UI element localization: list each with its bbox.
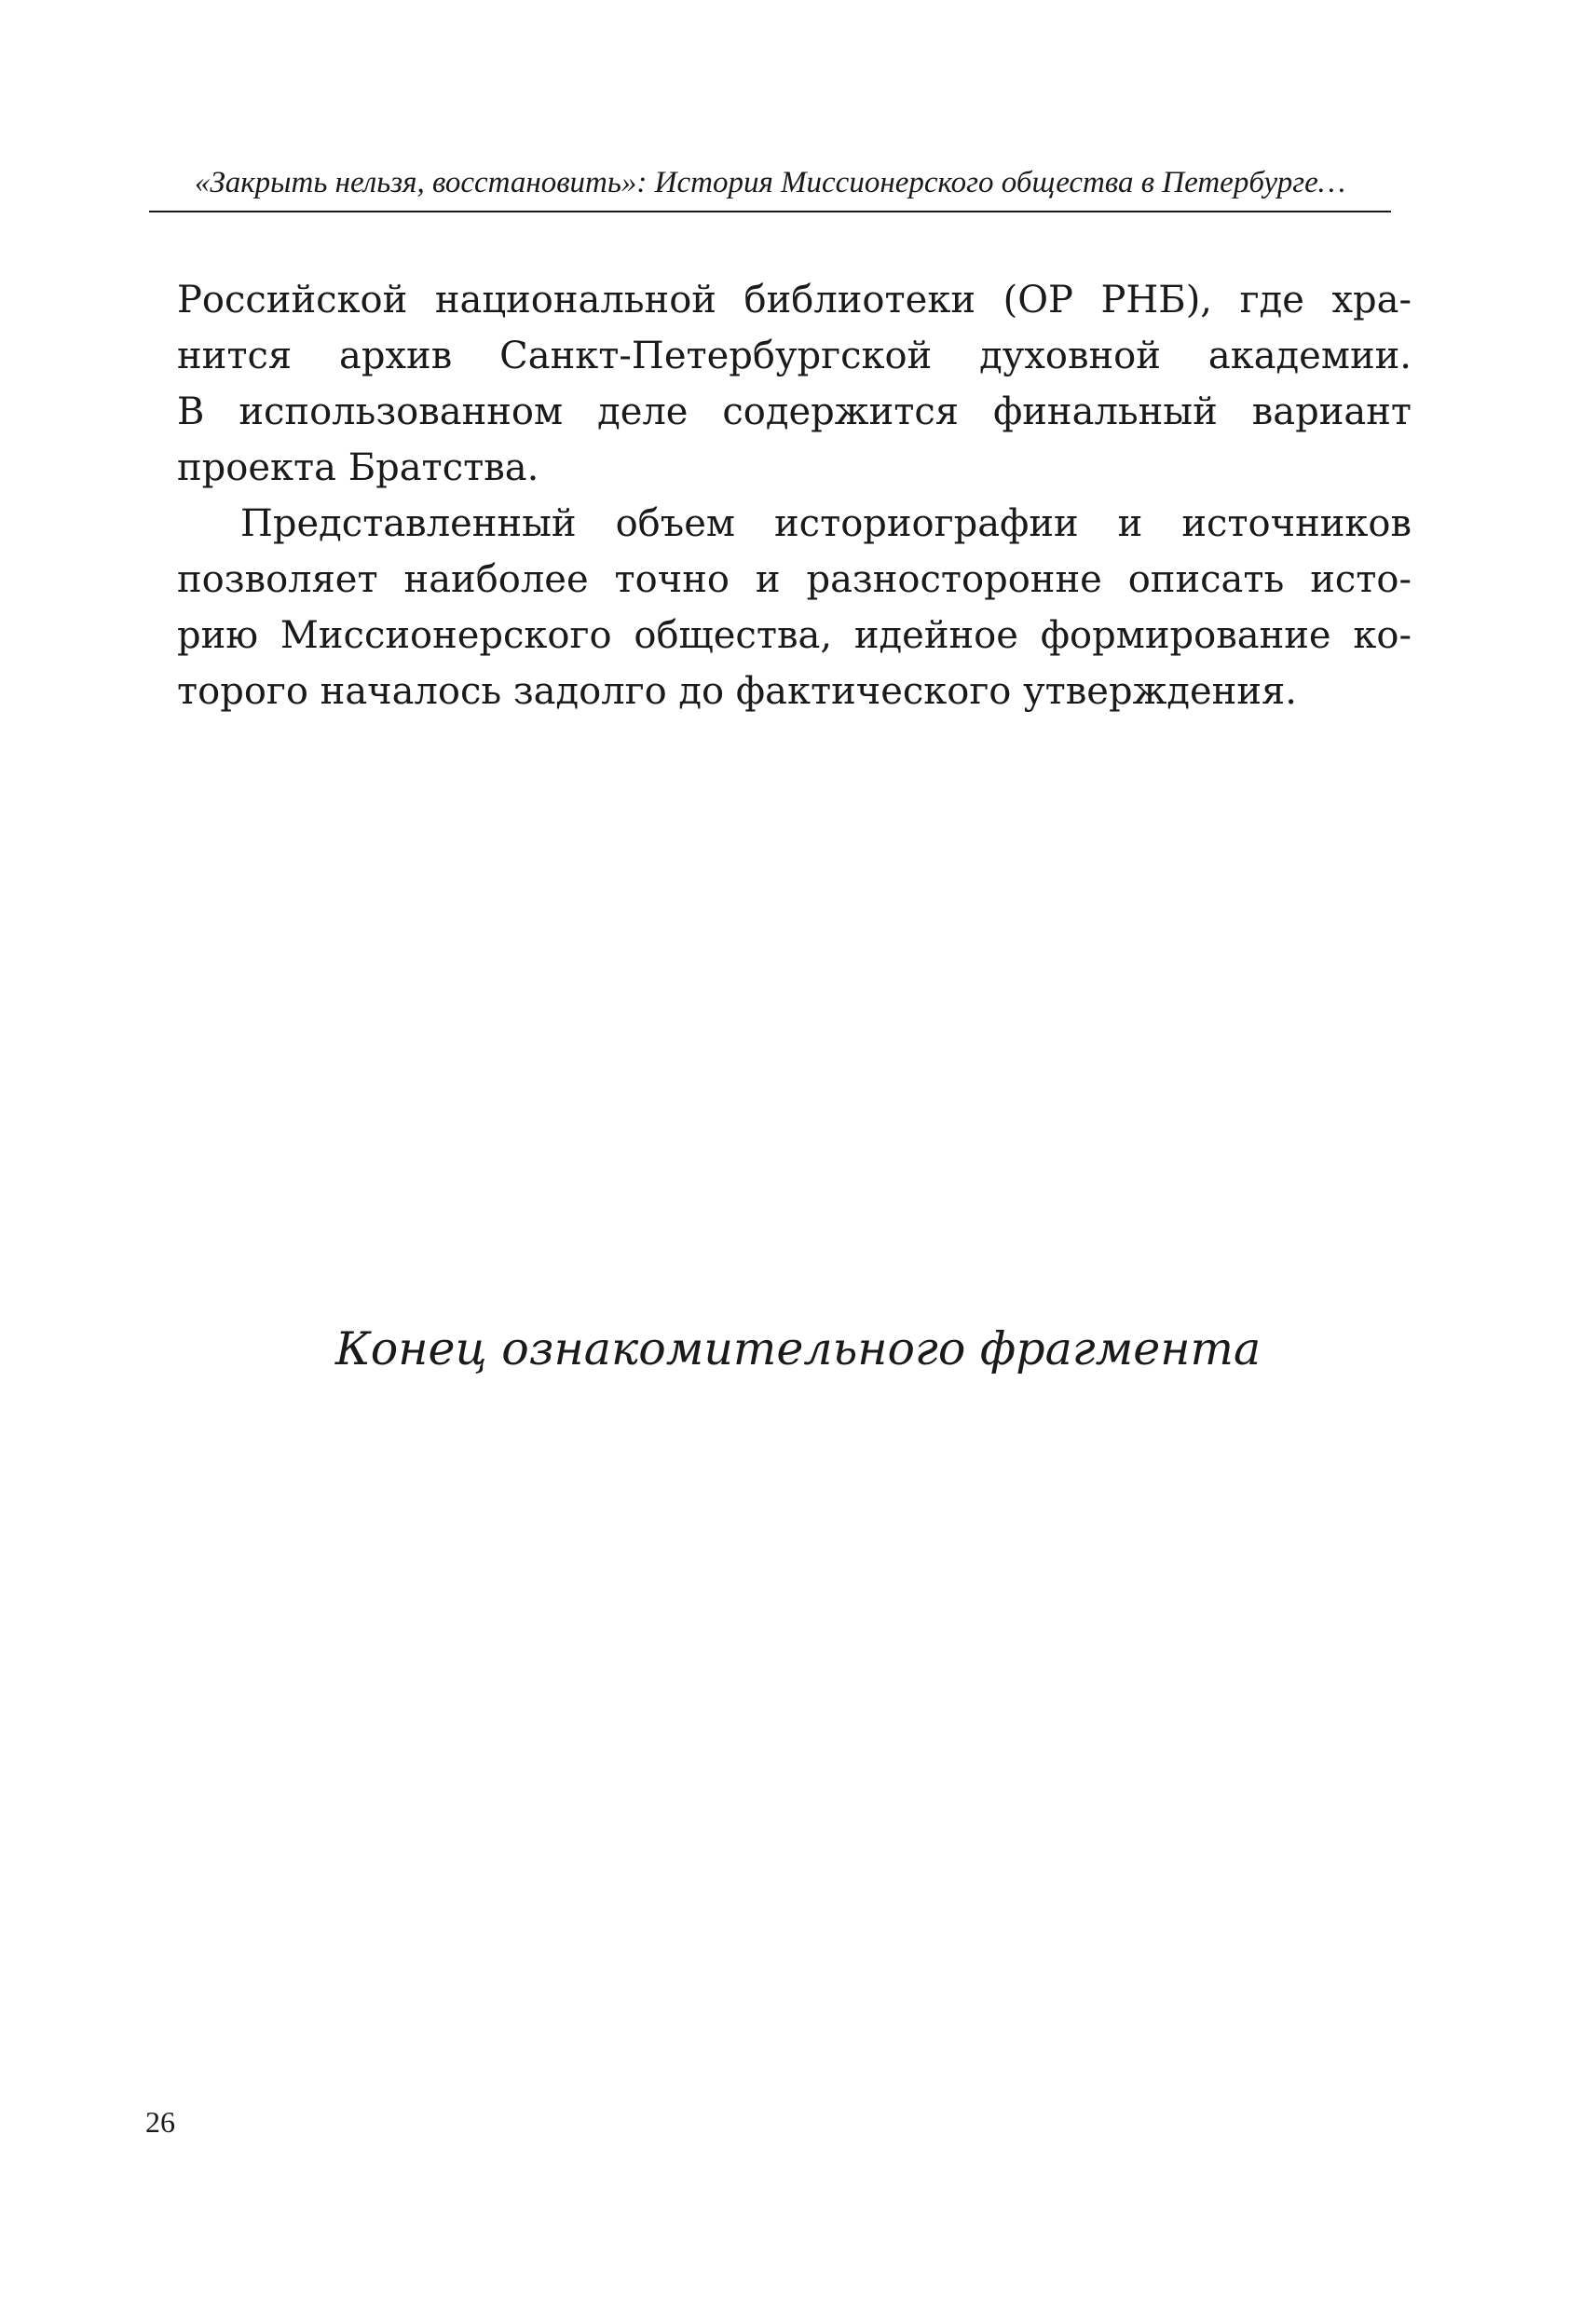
text-line: В использованном деле содержится финальный вариант [177, 390, 1412, 433]
paragraph-1 [177, 272, 1412, 496]
text-line: Представленный объем историографии и источников [240, 502, 1412, 545]
paragraph-2 [177, 496, 1412, 719]
text-line: нится архив Санкт-Петербургской духовной академии. [177, 335, 1412, 377]
text-line: позволяет наиболее точно и разносторонне описать исто- [177, 558, 1412, 601]
end-of-excerpt-note: Конец ознакомительного фрагмента [334, 1322, 1262, 1375]
text-line: рию Миссионерского общества, идейное формирование ко- [177, 614, 1412, 657]
text-line: Российской национальной библиотеки (ОР РНБ), где хра- [177, 279, 1412, 321]
page-number: 26 [145, 2105, 175, 2139]
running-header-title: «Закрыть нельзя, восстановить»: История Миссионерского общества в Петербурге… [194, 166, 1346, 199]
text-line: торого началось задолго до фактического утверждения. [177, 670, 1297, 713]
running-header [149, 160, 1391, 212]
text-line: проекта Братства. [177, 446, 539, 489]
body-text [177, 272, 1412, 719]
